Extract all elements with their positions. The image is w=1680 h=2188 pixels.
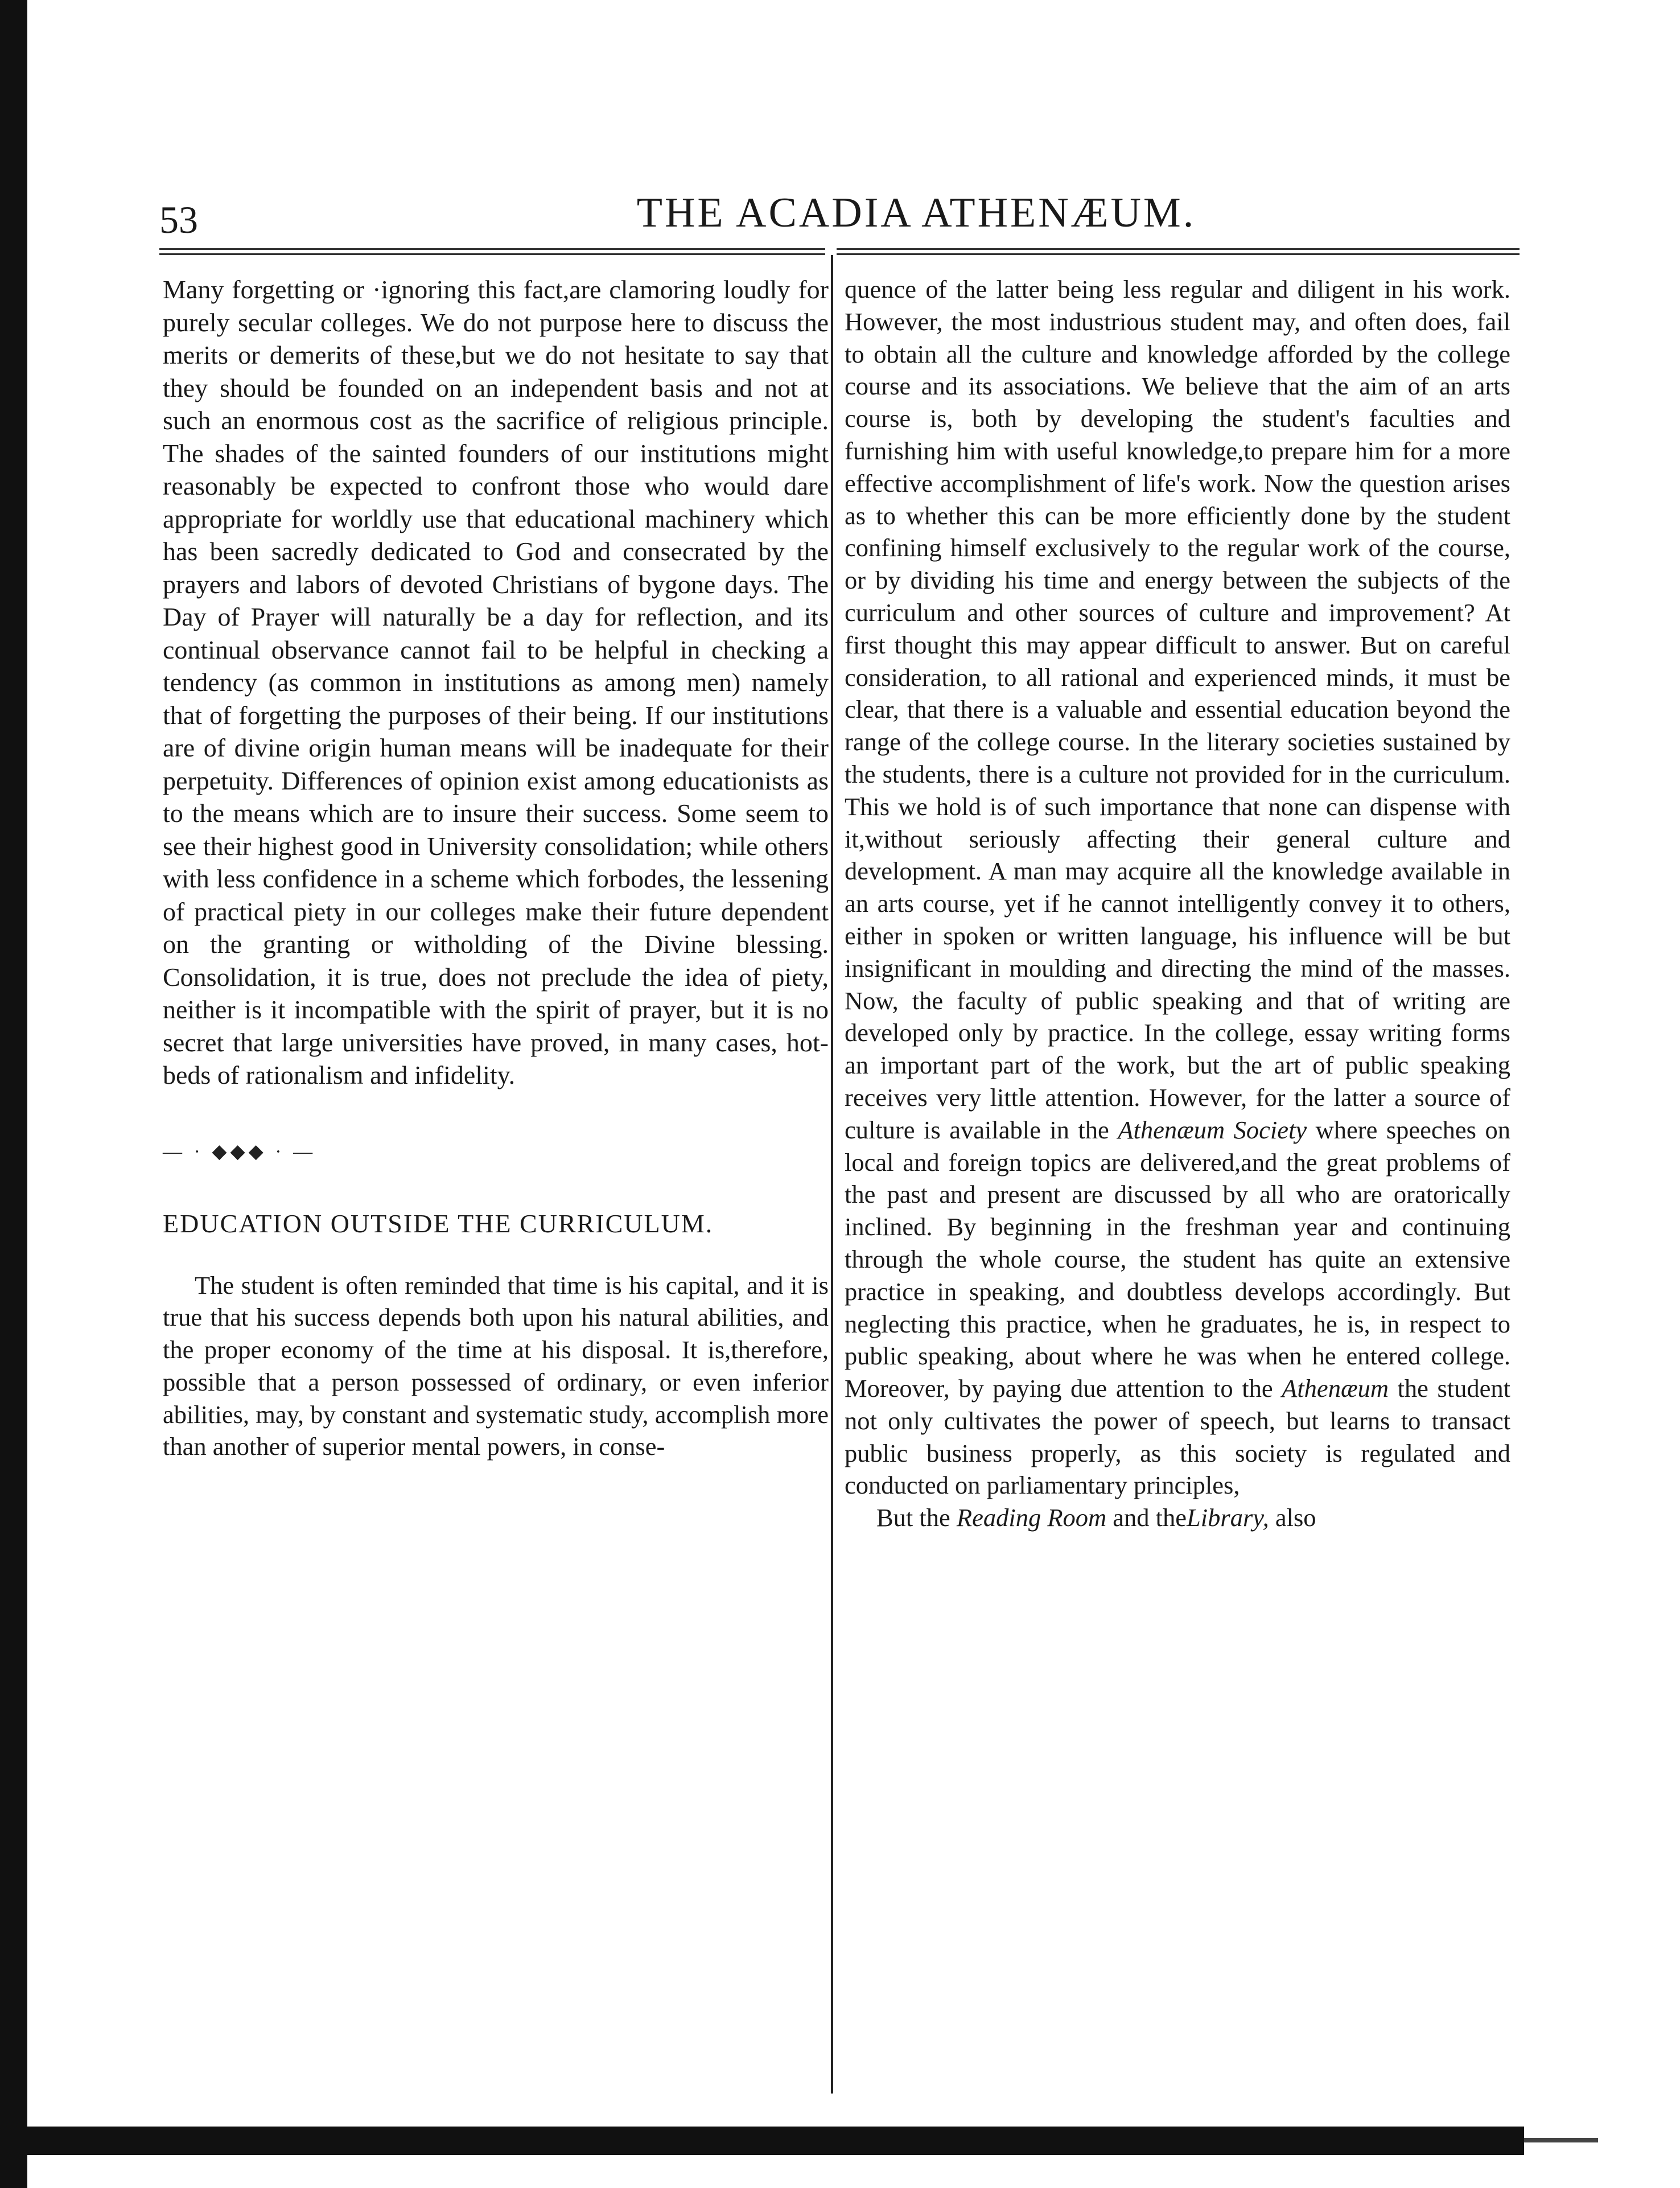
left-column [163, 273, 829, 1463]
paragraph-1-text-a: quence of the latter being less regular and diligent in his work. However, the most industrious student may, and often does, fail to obtain all the culture and knowledge afforded by the college course and its associations. We believe that the aim of an arts course is, both by developing the student's faculties and furnishing him with useful knowledge,to prepare him for a more effective accomplishment of life's work. Now the question arises as to whether this can be more efficiently done by the student confining himself exclusively to the regular work of the course, or by dividing his time and energy between the subjects of the curriculum and other sources of culture and improvement? At first thought this may appear difficult to answer. But on careful consideration, to all rational and experienced minds, it must be clear, that there is a valuable and essential education beyond the range of the college course. In the literary societies sustained by the students, there is a culture not provided for in the curriculum. This we hold is of such importance that none can dispense with it,without seriously affecting their general culture and development. A man may acquire all the knowledge available in an arts course, yet if he cannot intelligently convey it to others, either in spoken or written language, his influence will be but insignificant in moulding and directing the mind of the masses. Now, the faculty of public speaking and that of writing are developed only by practice. In the college, essay writing forms an important part of the work, but the art of public speaking receives very little attention. However, for the latter a source of culture is available in the [845, 275, 1510, 1144]
paragraph-1-text-c: the student not only cultivates the power of speech, but learns to transact public business properly, as this society is regulated and conducted on parliamentary principles, [845, 1374, 1511, 1500]
scan-bottom-border-tail [1524, 2138, 1598, 2142]
header-rule-right [837, 248, 1520, 255]
paragraph-2-text-b: and the [1113, 1503, 1187, 1532]
athenaeum-name: Athenæum [1282, 1374, 1389, 1403]
column-divider [831, 255, 833, 2094]
page-number: 53 [159, 198, 198, 241]
right-column-paragraph-1 [845, 273, 1510, 1502]
left-column-paragraph: Many forgetting or ·ignoring this fact,are clamoring loudly for purely secular colleges. We do not purpose here to discuss the merits or demerits of these,but we do not hesitate to say that they should be founded on an independent basis and not at such an enormous cost as the sacrifice of religious principle. The shades of the sainted founders of our institutions might reasonably be expected to confront those who would dare appropriate for worldly use that educational machinery which has been sacredly dedicated to God and consecrated by the prayers and labors of devoted Christians of bygone days. The Day of Prayer will naturally be a day for reflection, and its continual observance cannot fail to be helpful in checking a tendency (as common in institutions as among men) namely that of forgetting the purposes of their being. If our institutions are of divine origin human means will be inadequate for their perpetuity. Differences of opinion exist among educationists as to the means which are to insure their success. Some seem to see their highest good in University consolidation; while others with less confidence in a scheme which forbodes, the lessening of practical piety in our colleges make their future dependent on the granting or witholding of the Divine blessing. Consolidation, it is true, does not preclude the idea of piety, neither is it incompatible with the spirit of prayer, but it is no secret that large universities have proved, in many cases, hot-beds of rationalism and infidelity. [163, 275, 829, 1089]
header-rule-left [159, 248, 825, 255]
section-ornament: — · ◆◆◆ · — [163, 1141, 316, 1162]
page-title: THE ACADIA ATHENÆUM. [636, 190, 1196, 236]
scan-left-border [0, 0, 27, 2188]
paragraph-2-text-c: also [1275, 1503, 1316, 1532]
paragraph-1-text-b: where speeches on local and foreign topics are delivered,and the great problems of the past and present are discussed by all who are oratorically inclined. By beginning in the freshman year and continuing through the whole course, the student has quite an extensive practice in speaking, and doubtless develops accordingly. But neglecting this practice, when he graduates, he is, in respect to public speaking, about where he was when he entered college. Moreover, by paying due attention to the [845, 1115, 1510, 1403]
scan-bottom-border [27, 2127, 1524, 2155]
right-column [845, 273, 1510, 1534]
right-column-paragraph-2 [845, 1502, 1510, 1534]
athenaeum-society-name: Athenæum Society [1118, 1115, 1307, 1144]
reading-room-name: Reading Room [956, 1503, 1107, 1532]
section-paragraph: The student is often reminded that time is his capital, and it is true that his success depends both upon his natural abilities, and the proper economy of the time at his disposal. It is,therefore, possible that a person possessed of ordinary, or even inferior abilities, may, by constant and systematic study, accomplish more than another of superior mental powers, in conse- [163, 1270, 829, 1461]
library-name: Library, [1187, 1503, 1269, 1532]
paragraph-2-text-a: But the [876, 1503, 950, 1532]
section-heading: EDUCATION OUTSIDE THE CURRICULUM. [163, 1208, 714, 1238]
